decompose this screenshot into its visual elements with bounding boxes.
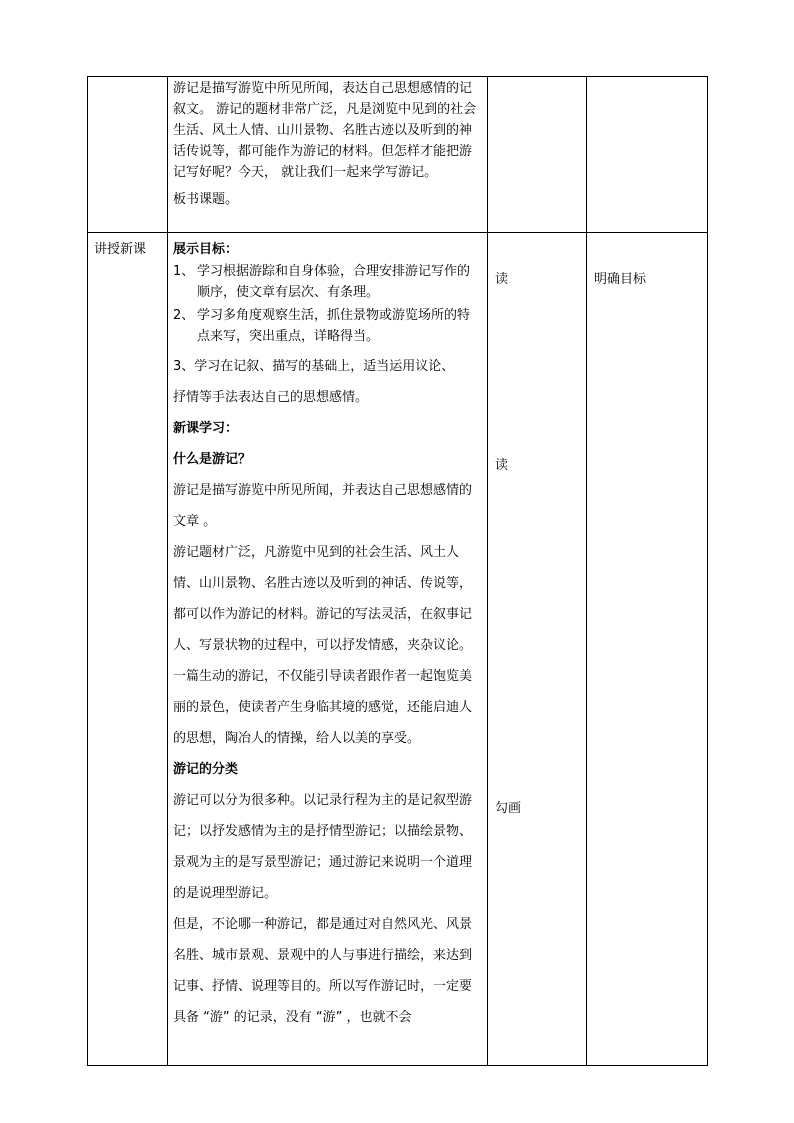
intro-note: 板书课题。 bbox=[173, 192, 239, 207]
goal-3-line-2: 抒情等手法表达自己的思想感情。 bbox=[173, 390, 369, 405]
new-lesson-heading: 新课学习： bbox=[173, 421, 239, 436]
classify-paragraph: 游记可以分为很多种。以记录行程为主的是记叙型游记；以抒发感情为主的是抒情型游记；以描绘景物、景观为主的是写景型游记；通过游记来说明一个道理的是说理型游记。 bbox=[173, 793, 473, 901]
student-activity-read-1: 读 bbox=[495, 272, 509, 287]
what-is-travelogue-heading: 什么是游记？ bbox=[173, 452, 252, 467]
however-paragraph: 但是，不论哪一种游记，都是通过对自然风光、风景名胜、城市景观、景观中的人与事进行描绘，来达到记事、抒情、说理等目的。所以写作游记时，一定要具备 “游” 的记录，没有 “游” ，也就不会 bbox=[173, 917, 473, 1025]
goal-text: 学习多角度观察生活，抓住景物或游览场所的特点来写，突出重点，详略得当。 bbox=[197, 308, 471, 344]
goals-list bbox=[173, 261, 482, 347]
design-intent-cell bbox=[587, 233, 708, 1066]
topics-paragraph: 游记题材广泛，凡游览中见到的社会生活、风土人情、山川景物、名胜古迹以及听到的神话、传说等，都可以作为游记的材料。游记的写法灵活，在叙事记人、写景状物的过程中，可以抒发情感，夹杂议论。 bbox=[173, 545, 473, 653]
teaching-content-cell bbox=[168, 233, 488, 1066]
goal-text: 学习根据游踪和自身体验，合理安排游记写作的顺序，使文章有层次、有条理。 bbox=[197, 264, 471, 300]
classify-heading: 游记的分类 bbox=[173, 762, 239, 777]
lesson-plan-table bbox=[87, 76, 708, 1066]
section-label: 讲授新课 bbox=[94, 242, 147, 257]
section-cell-empty bbox=[88, 77, 168, 233]
student-activity-read-2: 读 bbox=[495, 458, 509, 473]
intro-paragraph: 游记是描写游览中所见所闻，表达自己思想感情的记叙文。 游记的题材非常广泛，凡是浏览中见到的社会生活、风土人情、山川景物、名胜古迹以及听到的神话传说等，都可能作为游记的材料。但怎样才能把游记写好呢？今天， 就让我们一起来学写游记。 bbox=[173, 81, 477, 180]
goal-number: 2、 bbox=[173, 308, 195, 323]
student-activity-annotate: 勾画 bbox=[495, 801, 522, 816]
table-row bbox=[88, 77, 708, 233]
goal-3-line-1: 3、学习在记叙、描写的基础上，适当运用议论、 bbox=[173, 359, 455, 374]
student-activity-cell-empty bbox=[488, 77, 587, 233]
section-label-cell bbox=[88, 233, 168, 1066]
table-row bbox=[88, 233, 708, 1066]
student-activity-cell bbox=[488, 233, 587, 1066]
definition-paragraph: 游记是描写游览中所见所闻，并表达自己思想感情的文章 。 bbox=[173, 483, 473, 529]
list-item bbox=[173, 305, 482, 347]
list-item bbox=[173, 261, 482, 303]
goals-heading: 展示目标： bbox=[173, 242, 239, 257]
intro-content-cell bbox=[168, 77, 488, 233]
intent-cell-empty bbox=[587, 77, 708, 233]
vivid-paragraph: 一篇生动的游记，不仅能引导读者跟作者一起饱览美丽的景色，使读者产生身临其境的感觉，还能启迪人的思想，陶冶人的情操，给人以美的享受。 bbox=[173, 669, 473, 746]
goal-number: 1、 bbox=[173, 264, 195, 279]
design-intent-clarify-goals: 明确目标 bbox=[594, 272, 647, 287]
